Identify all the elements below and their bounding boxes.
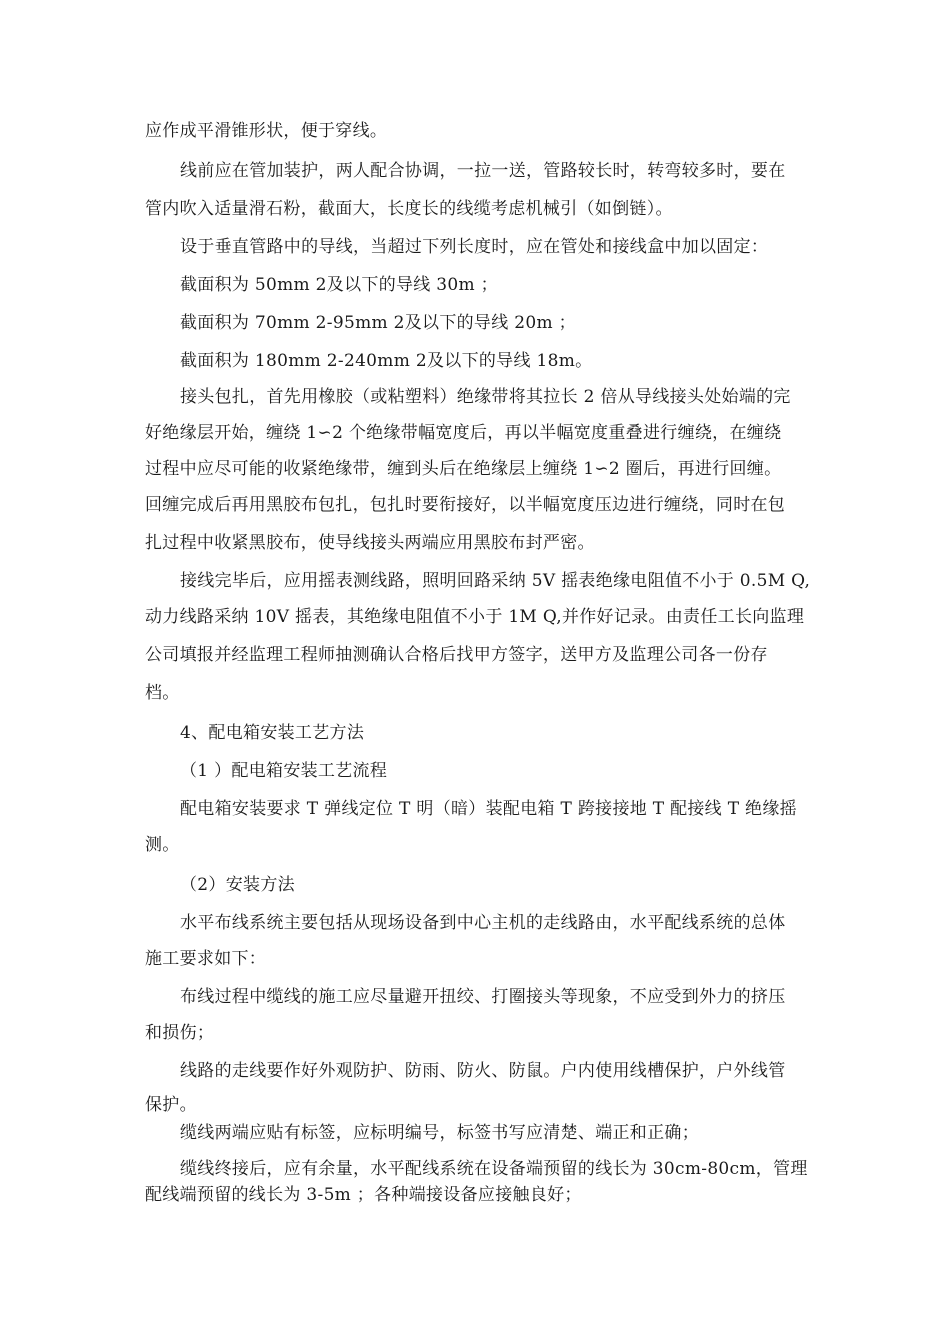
text-line: 水平布线系统主要包括从现场设备到中心主机的走线路由，水平配线系统的总体: [180, 913, 786, 933]
text-line: 接头包扎，首先用橡胶（或粘塑料）绝缘带将其拉长 2 倍从导线接头处始端的完: [180, 387, 791, 407]
text-line: 缆线终接后，应有余量，水平配线系统在设备端预留的线长为 30cm-80cm，管理: [180, 1159, 808, 1179]
text-line: 动力线路采纳 10V 摇表，其绝缘电阻值不小于 1M Q,并作好记录。由责任工长向监理: [145, 607, 805, 627]
text-line: 布线过程中缆线的施工应尽量避开扭绞、打圈接头等现象，不应受到外力的挤压: [180, 987, 786, 1007]
text-line: 公司填报并经监理工程师抽测确认合格后找甲方签字，送甲方及监理公司各一份存: [145, 645, 768, 665]
text-line: 回缠完成后再用黑胶布包扎，包扎时要衔接好，以半幅宽度压边进行缠绕，同时在包: [145, 495, 786, 515]
text-line: 配电箱安装要求 T 弹线定位 T 明（暗）装配电箱 T 跨接接地 T 配接线 T 绝缘摇: [180, 799, 797, 819]
text-line: 过程中应尽可能的收紧绝缘带，缠到头后在绝缘层上缠绕 1∽2 圈后，再进行回缠。: [145, 459, 782, 479]
text-line: 应作成平滑锥形状，便于穿线。: [145, 121, 388, 141]
text-line: 档。: [145, 683, 180, 703]
text-line: 和损伤；: [145, 1023, 215, 1043]
text-line: 好绝缘层开始，缠绕 1∽2 个绝缘带幅宽度后，再以半幅宽度重叠进行缠绕，在缠绕: [145, 423, 782, 443]
subsection-heading: （1 ）配电箱安装工艺流程: [180, 761, 388, 781]
text-line: 线路的走线要作好外观防护、防雨、防火、防鼠。户内使用线槽保护，户外线管: [180, 1061, 786, 1081]
text-line: 施工要求如下：: [145, 949, 267, 969]
text-line: 配线端预留的线长为 3-5m ；各种端接设备应接触良好；: [145, 1185, 582, 1205]
text-line: 线前应在管加装护，两人配合协调，一拉一送，管路较长时，转弯较多时，要在: [180, 161, 786, 181]
text-line: 截面积为 50mm 2及以下的导线 30m ；: [180, 275, 498, 295]
text-line: 扎过程中收紧黑胶布，使导线接头两端应用黑胶布封严密。: [145, 533, 595, 553]
text-line: 接线完毕后，应用摇表测线路，照明回路采纳 5V 摇表绝缘电阻值不小于 0.5M Q,: [180, 571, 811, 591]
text-line: 截面积为 180mm 2-240mm 2及以下的导线 18m。: [180, 351, 593, 371]
text-line: 设于垂直管路中的导线，当超过下列长度时，应在管处和接线盒中加以固定：: [180, 237, 769, 257]
text-line: 缆线两端应贴有标签，应标明编号，标签书写应清楚、端正和正确；: [180, 1123, 699, 1143]
text-line: 测。: [145, 835, 180, 855]
text-line: 保护。: [145, 1095, 197, 1115]
text-line: 管内吹入适量滑石粉，截面大，长度长的线缆考虑机械引（如倒链）。: [145, 199, 673, 219]
subsection-heading: （2）安装方法: [180, 875, 295, 895]
section-heading: 4、配电箱安装工艺方法: [180, 723, 365, 743]
text-line: 截面积为 70mm 2-95mm 2及以下的导线 20m ；: [180, 313, 576, 333]
